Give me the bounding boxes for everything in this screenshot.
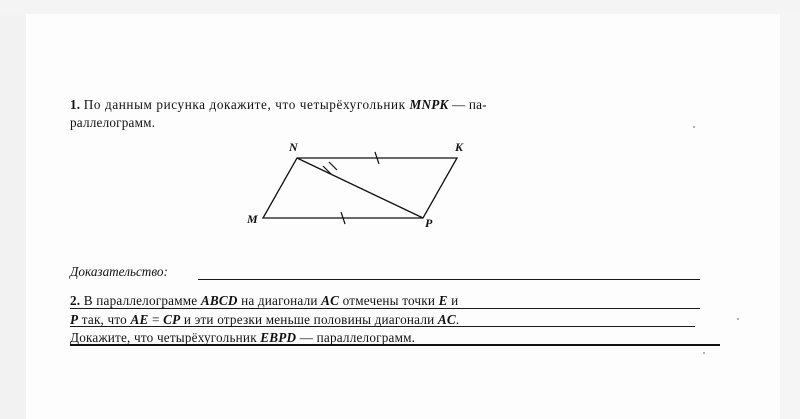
task-2-p: P — [70, 311, 79, 327]
task-1-line1-a: По данным рисунка докажите, что четырёхугольник — [83, 97, 410, 112]
figure-wrapper — [70, 140, 700, 244]
proof-area — [70, 264, 700, 282]
vertex-label-k: K — [455, 140, 464, 154]
task-1-line1-b: — па- — [448, 97, 487, 112]
parallelogram-svg — [245, 140, 505, 240]
task-1-text — [70, 96, 598, 132]
task-2-part9: Докажите, что четырёхугольник — [70, 330, 261, 345]
task-2-part10: — параллелограмм. — [296, 330, 416, 345]
task-2-ebpd: EBPD — [260, 330, 297, 345]
task-2 — [70, 292, 626, 348]
scan-edge-left — [0, 0, 26, 419]
task-2-part5: так, что — [78, 311, 131, 327]
task-2-e: E — [438, 293, 448, 308]
task-1-line2: раллелограмм. — [70, 115, 156, 130]
scan-speck — [737, 318, 739, 320]
task-2-part6: = — [148, 311, 164, 327]
diagonal-np — [297, 158, 423, 218]
scan-edge-top — [0, 0, 800, 14]
task-1 — [70, 96, 700, 345]
proof-label: Доказательство: — [70, 264, 168, 279]
task-2-part3: отмечены точки — [339, 293, 439, 308]
task-2-cp: CP — [163, 311, 181, 327]
proof-write-line-1[interactable] — [198, 279, 700, 280]
task-2-text — [70, 292, 626, 348]
task-2-part7: и эти отрезки меньше половины диагонали — [180, 311, 438, 327]
task-1-quad-label: MNPK — [409, 97, 449, 112]
vertex-label-n: N — [289, 140, 298, 154]
task-2-number: 2. — [70, 293, 81, 308]
page-content — [70, 96, 700, 345]
scan-edge-right — [780, 0, 800, 419]
scan-speck — [703, 352, 705, 354]
task-2-part8: . — [455, 311, 460, 327]
vertex-label-p: P — [425, 216, 433, 230]
task-2-ac2: AC — [437, 311, 456, 327]
tick-np-2 — [329, 162, 337, 170]
parallelogram-figure — [245, 140, 505, 240]
task-1-number: 1. — [70, 97, 81, 112]
task-2-part4: и — [447, 293, 459, 308]
task-2-ae: AE — [130, 311, 149, 327]
task-2-part2: на диагонали — [237, 293, 322, 308]
vertex-label-m: M — [247, 212, 258, 226]
task-2-ac: AC — [321, 293, 340, 308]
task-2-abcd: ABCD — [200, 293, 238, 308]
task-2-part1: В параллелограмме — [83, 293, 201, 308]
